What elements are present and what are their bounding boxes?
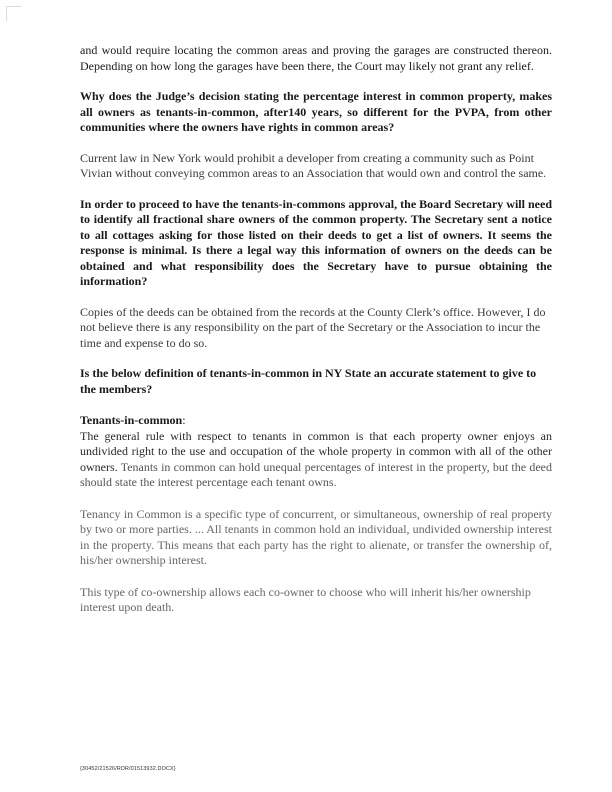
scan-corner-mark: [6, 6, 21, 21]
document-body: [80, 43, 552, 616]
answer-2: Copies of the deeds can be obtained from the records at the County Clerk’s office. However, I do not believe there is any responsibility on the part of the Secretary or the Association to incur the time and expense to do so.: [80, 304, 546, 350]
definition-paragraph-1: [80, 429, 552, 491]
definition-heading: [80, 413, 552, 429]
question-2: In order to proceed to have the tenants-in-commons approval, the Board Secretary will need to identify all fractional share owners of the common property. The Secretary sent a notice to all cottages asking for those listed on their deeds to get a list of owners. It seems the response is minimal. Is there a legal way this information of owners on the deeds can be obtained and what responsibility does the Secretary have to pursue obtaining the information?: [80, 196, 552, 288]
continuation-paragraph: and would require locating the common areas and proving the garages are constructed thereon. Depending on how long the garages have been there, the Court may likely not grant any relief.: [80, 43, 552, 73]
definition-heading-text: Tenants-in-common: [80, 413, 183, 427]
definition-p1-main: The general rule with respect to tenants in common is that each property owner enjoys an undivided right to the use and occupation of the whole property in common with all of the other owners.: [80, 428, 552, 474]
question-1: Why does the Judge’s decision stating the percentage interest in common property, makes all owners as tenants-in-common, after140 years, so different for the PVPA, from other communities where the owners have rights in common areas?: [80, 89, 552, 134]
document-footer-id: {30452/21526/RDR/01513932.DOCX}: [80, 766, 176, 772]
question-3: Is the below definition of tenants-in-common in NY State an accurate statement to give to the members?: [80, 366, 537, 396]
answer-1: Current law in New York would prohibit a developer from creating a community such as Point Vivian without conveying common areas to an Association that would own and control the same.: [80, 150, 547, 180]
definition-heading-colon: :: [182, 413, 186, 427]
definition-paragraph-2: Tenancy in Common is a specific type of concurrent, or simultaneous, ownership of real property by two or more parties. ... All tenants in common hold an individual, undivided ownership interest in the property. This means that each party has the right to alienate, or transfer the ownership of, his/her ownership interest.: [80, 506, 552, 567]
definition-paragraph-3: This type of co-ownership allows each co-owner to choose who will inherit his/her ownership interest upon death.: [80, 584, 531, 614]
definition-p1-secondary: Tenants in common can hold unequal percentages of interest in the property, but the deed should state the interest percentage each tenant owns.: [80, 459, 552, 489]
